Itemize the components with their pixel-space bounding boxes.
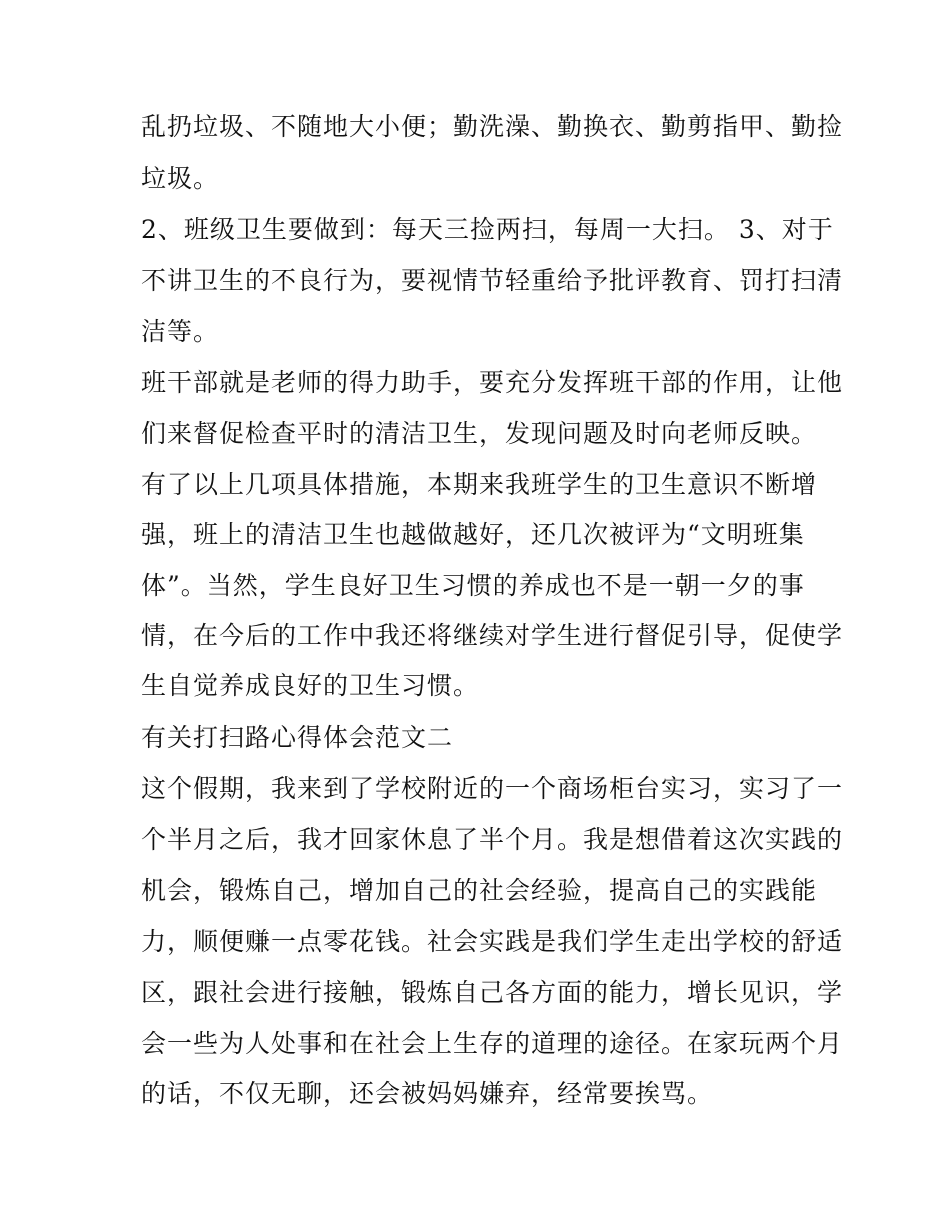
text-line: 有了以上几项具体措施，本期来我班学生的卫生意识不断增: [141, 470, 818, 499]
text-line: 力，顺便赚一点零花钱。社会实践是我们学生走出学校的舒适: [141, 927, 844, 956]
text-line: 的话，不仅无聊，还会被妈妈嫌弃，经常要挨骂。: [141, 1079, 714, 1108]
section-heading: 有关打扫路心得体会范文二: [141, 723, 454, 752]
text-line: 生自觉养成良好的卫生习惯。: [141, 671, 480, 700]
text-line: 会一些为人处事和在社会上生存的道理的途径。在家玩两个月: [141, 1029, 844, 1058]
text-line: 乱扔垃圾、不随地大小便；勤洗澡、勤换衣、勤剪指甲、勤捡: [141, 112, 844, 141]
text-line: 这个假期，我来到了学校附近的一个商场柜台实习，实习了一: [141, 774, 844, 803]
text-line: 个半月之后，我才回家休息了半个月。我是想借着这次实践的: [141, 825, 844, 854]
text-line: 机会，锻炼自己，增加自己的社会经验，提高自己的实践能: [141, 876, 818, 905]
text-line: 情，在今后的工作中我还将继续对学生进行督促引导，促使学: [141, 621, 844, 650]
text-line: 们来督促检查平时的清洁卫生，发现问题及时向老师反映。: [141, 419, 818, 448]
text-line: 区，跟社会进行接触，锻炼自己各方面的能力，增长见识，学: [141, 978, 844, 1007]
text-line: 强，班上的清洁卫生也越做越好，还几次被评为“文明班集: [141, 520, 805, 549]
text-line: 体”。当然，学生良好卫生习惯的养成也不是一朝一夕的事: [141, 571, 805, 600]
text-line: 2、班级卫生要做到：每天三捡两扫，每周一大扫。 3、对于: [141, 215, 834, 244]
text-line: 不讲卫生的不良行为，要视情节轻重给予批评教育、罚打扫清: [141, 266, 844, 295]
text-line: 垃圾。: [141, 164, 220, 193]
text-line: 班干部就是老师的得力助手，要充分发挥班干部的作用，让他: [141, 368, 844, 397]
text-line: 洁等。: [141, 317, 220, 346]
